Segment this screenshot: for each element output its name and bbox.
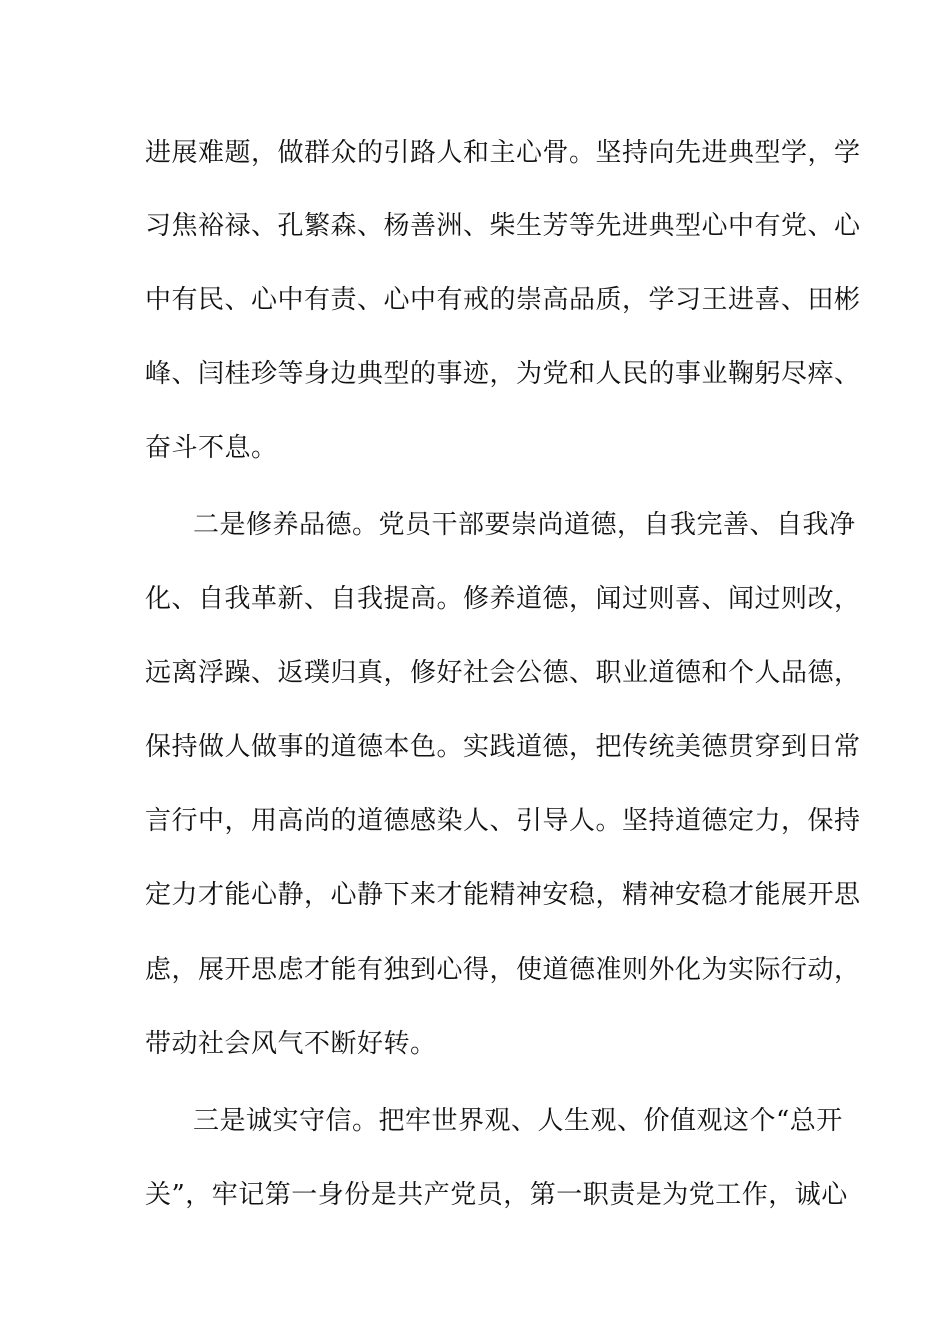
text-line: 言行中，用高尚的道德感染人、引导人。坚持道德定力，保持 bbox=[145, 806, 861, 836]
text-line: 带动社会风气不断好转。 bbox=[145, 1029, 437, 1059]
text-line: 中有民、心中有责、心中有戒的崇高品质，学习王进喜、田彬 bbox=[145, 285, 861, 315]
text-line: 奋斗不息。 bbox=[145, 433, 278, 463]
text-line: 虑，展开思虑才能有独到心得，使道德准则外化为实际行动， bbox=[145, 955, 861, 985]
text-line: 进展难题，做群众的引路人和主心骨。坚持向先进典型学，学 bbox=[145, 138, 861, 168]
text-line: 关”，牢记第一身份是共产党员，第一职责是为党工作，诚心 bbox=[145, 1180, 848, 1210]
text-line: 习焦裕禄、孔繁森、杨善洲、柴生芳等先进典型心中有党、心 bbox=[145, 211, 861, 241]
text-line: 三是诚实守信。把牢世界观、人生观、价值观这个“总开 bbox=[193, 1106, 843, 1136]
text-line: 化、自我革新、自我提高。修养道德，闻过则喜、闻过则改， bbox=[145, 584, 861, 614]
text-line: 峰、闫桂珍等身边典型的事迹，为党和人民的事业鞠躬尽瘁、 bbox=[145, 359, 861, 389]
text-line: 远离浮躁、返璞归真，修好社会公德、职业道德和个人品德， bbox=[145, 658, 861, 688]
text-line: 二是修养品德。党员干部要崇尚道德，自我完善、自我净 bbox=[193, 510, 856, 540]
text-line: 定力才能心静，心静下来才能精神安稳，精神安稳才能展开思 bbox=[145, 880, 861, 910]
text-line: 保持做人做事的道德本色。实践道德，把传统美德贯穿到日常 bbox=[145, 732, 861, 762]
